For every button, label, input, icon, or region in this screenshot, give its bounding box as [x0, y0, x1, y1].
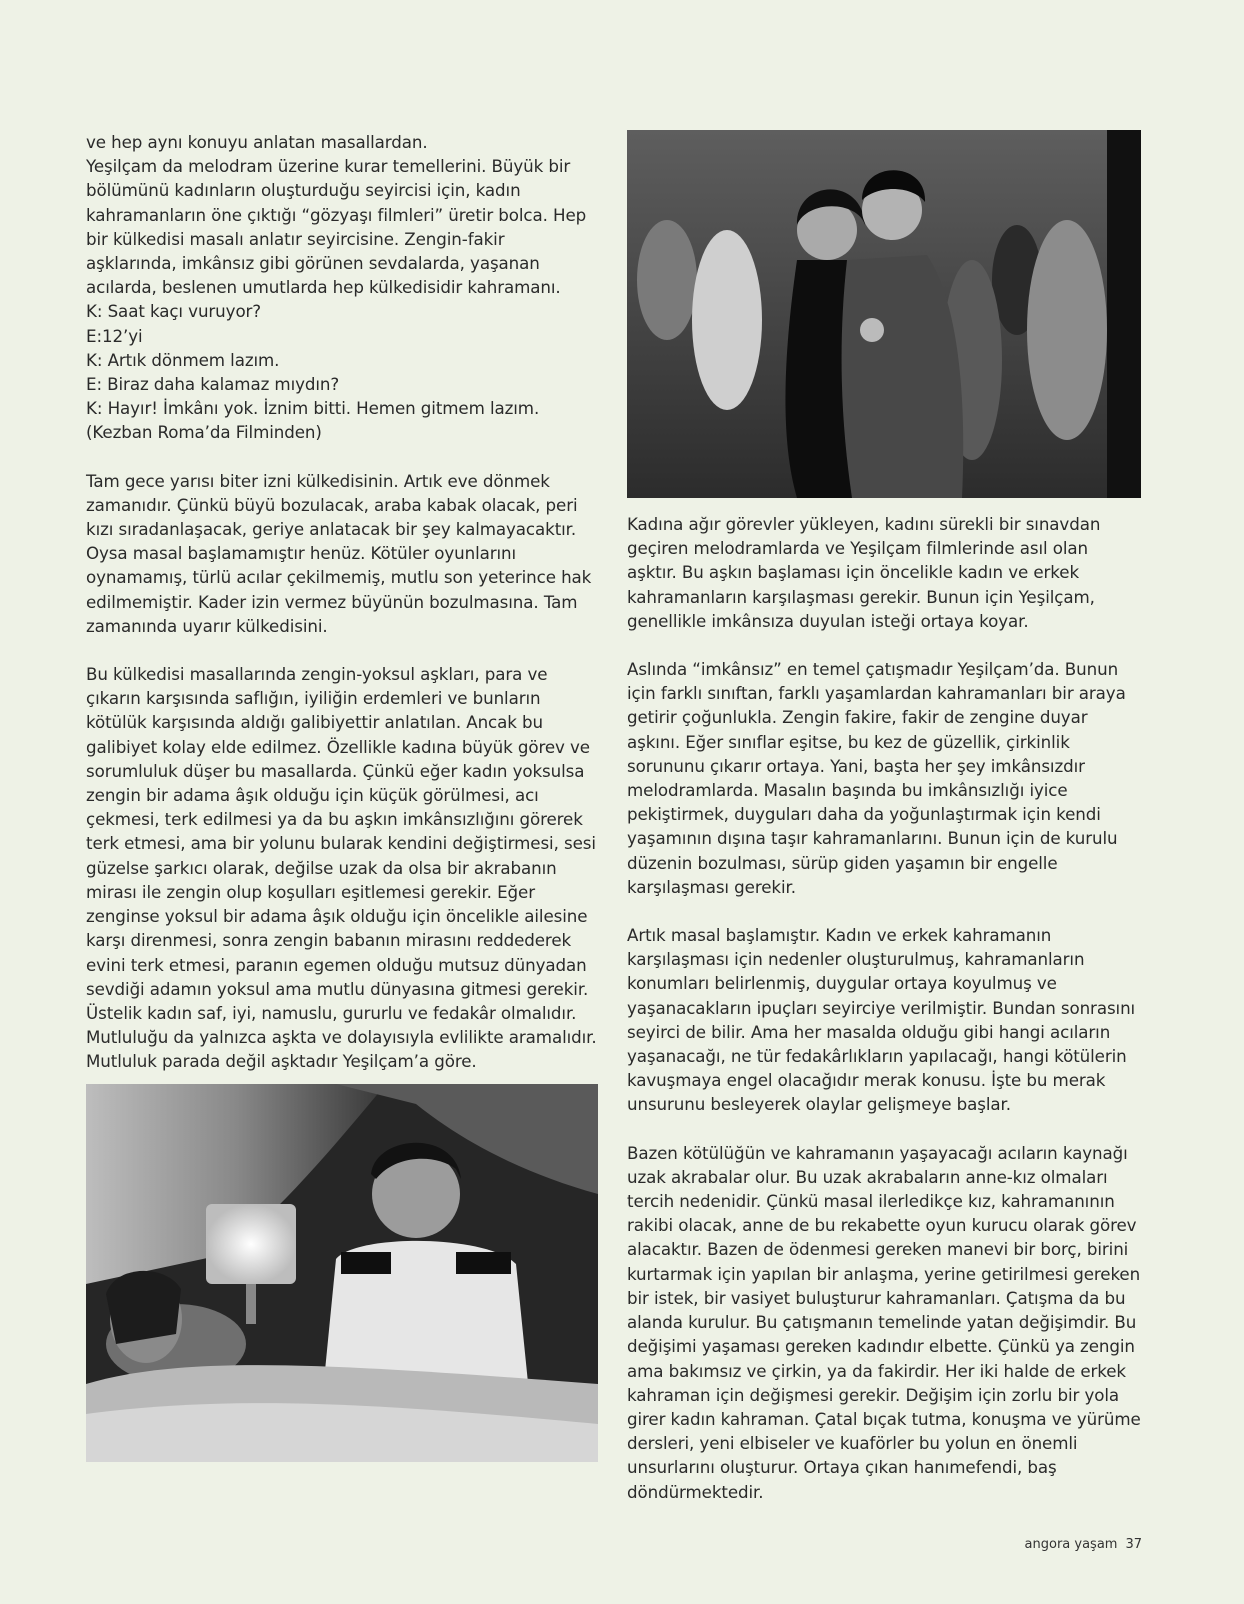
body-paragraph: Bu külkedisi masallarında zengin-yoksul aşkları, para ve çıkarın karşısında saflığın, iyiliğin erdemleri ve bunların kötülük karşısında aldığı galibiyettir anlatılan. Ancak bu galibiyet kolay elde edilmez. Özellikle kadına büyük görev ve sorumluluk düşer bu masallarda. Çünkü eğer kadın yoksulsa zengin bir adama âşık olduğu için küçük görülmesi, acı çekmesi, terk edilmesi ya da bu aşkın imkânsızlığını görerek terk etmesi, ama bir yolunu bularak kendini değiştirmesi, sesi güzelse şarkıcı olarak, değilse uzak da olsa bir akrabanın mirası ile zengin olup koşulları eşitlemesi gerekir. Eğer zenginse yoksul bir adama âşık olduğu için öncelikle ailesine karşı direnmesi, sonra zengin babanın mirasını reddederek evini terk etmesi, paranın egemen olduğu mutsuz dünyadan sevdiği adamın yoksul ama mutlu dünyasına gitmesi gerekir. Üstelik kadın saf, iyi, namuslu, gururlu ve fedakâr olmalıdır. Mutluluğu da yalnızca aşkta ve dolayısıyla evlilikte aramalıdır. Mutluluk parada değil aşktadır Yeşilçam’a göre.: [86, 664, 597, 1072]
dialogue-line: E:12’yi: [86, 325, 143, 346]
dialogue-line: E: Biraz daha kalamaz mıydın?: [86, 374, 340, 395]
body-paragraph: Artık masal başlamıştır. Kadın ve erkek kahramanın karşılaşması için nedenler oluşturulmuş, kahramanların konumları belirlenmiş, duygular ortaya koyulmuş ve yaşanacakların ipuçları seyirciye verilmiştir. Bundan sonrasını seyirci de bilir. Ama her masalda olduğu gibi hangi acıların yaşanacağı, ne tür fedakârlıkların yapılacağı, hangi kötülerin kavuşmaya engel olacağıdır merak konusu. İşte bu merak unsurunu besleyerek olaylar gelişmeye başlar.: [627, 925, 1136, 1115]
dialogue-line: K: Hayır! İmkânı yok. İznim bitti. Hemen gitmem lazım.: [86, 398, 540, 419]
right-column: [627, 130, 1141, 1528]
body-paragraph: Aslında “imkânsız” en temel çatışmadır Yeşilçam’da. Bunun için farklı sınıftan, farklı yaşamlardan kahramanları bir araya getirir çoğunlukla. Zengin fakire, fakir de zengine duyar aşkını. Eğer sınıflar eşitse, bu kez de güzellik, çirkinlik sorununu çıkarır ortaya. Yani, başta her şey imkânsızdır melodramlarda. Masalın başında bu imkânsızlığı iyice pekiştirmek, duyguları daha da yoğunlaştırmak için kendi yaşamının dışına taşır kahramanlarını. Bunun için de kurulu düzenin bozulması, sürüp giden yaşamın bir engelle karşılaşması gerekir.: [627, 659, 1126, 897]
intro-paragraph: Yeşilçam da melodram üzerine kurar temellerini. Büyük bir bölümünü kadınların oluşturduğu seyircisi için, kadın kahramanların öne çıktığı “gözyaşı filmleri” üretir bolca. Hep bir külkedisi masalı anlatır seyircisine. Zengin-fakir aşklarında, imkânsız gibi görünen sevdalarda, yaşanan acılarda, beslenen umutlarda hep külkedisidir kahramanı.: [86, 156, 587, 298]
page-number: 37: [1125, 1537, 1142, 1552]
dialogue-line: K: Artık dönmem lazım.: [86, 349, 280, 370]
left-column: [86, 130, 598, 1462]
magazine-name: angora yaşam: [1024, 1537, 1118, 1552]
film-still-dance-photo: [627, 130, 1141, 498]
film-citation: (Kezban Roma’da Filminden): [86, 422, 322, 443]
dialogue-line: K: Saat kaçı vuruyor?: [86, 301, 262, 322]
film-still-bedroom-photo: [86, 1084, 598, 1462]
body-paragraph: Bazen kötülüğün ve kahramanın yaşayacağı acıların kaynağı uzak akrabalar olur. Bu uzak akrabaların anne-kız olmaları tercih nedenidir. Çünkü masal ilerledikçe kız, kahramanının rakibi olacak, anne de bu rekabette oyun kurucu olarak görev alacaktır. Bazen de ödenmesi gereken manevi bir borç, birini kurtarmak için yapılan bir anlaşma, yerine getirilmesi gereken bir istek, bir vasiyet buluşturur kahramanları. Çatışma da bu alanda kurulur. Bu çatışmanın temelinde yatan değişimdir. Bu değişimi yaşaması gereken kadındır elbette. Çünkü ya zengin ama bakımsız ve çirkin, ya da fakirdir. Her iki halde de erkek kahraman için değişmesi gerekir. Değişim için zorlu bir yola girer kadın kahraman. Çatal bıçak tutma, konuşma ve yürüme dersleri, yeni elbiseler ve kuaförler bu yolun en önemli unsurlarını oluşturur. Ortaya çıkan hanımefendi, baş döndürmektedir.: [627, 1142, 1141, 1502]
body-paragraph: Kadına ağır görevler yükleyen, kadını sürekli bir sınavdan geçiren melodramlarda ve Yeşilçam filmlerinde asıl olan aşktır. Bu aşkın başlaması için öncelikle kadın ve erkek kahramanların karşılaşması gerekir. Bunun için Yeşilçam, genellikle imkânsıza duyulan isteği ortaya koyar.: [627, 514, 1101, 631]
intro-line: ve hep aynı konuyu anlatan masallardan.: [86, 132, 428, 152]
body-paragraph: Tam gece yarısı biter izni külkedisinin. Artık eve dönmek zamanıdır. Çünkü büyü bozulacak, araba kabak olacak, peri kızı sıradanlaşacak, geriye anlatacak bir şey kalmayacaktır. Oysa masal başlamamıştır henüz. Kötüler oyunlarını oynamamış, türlü acılar çekilmemiş, mutlu son yeterince hak edilmemiştir. Kader izin vermez büyünün bozulmasına. Tam zamanında uyarır külkedisini.: [86, 470, 592, 636]
page-footer: [1025, 1537, 1142, 1552]
intro-block: [86, 130, 598, 445]
